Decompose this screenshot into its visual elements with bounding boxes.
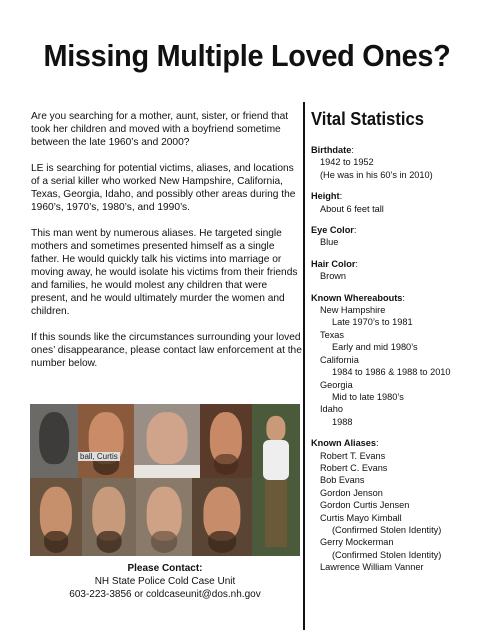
- paragraph-3: This man went by numerous aliases. He targeted single mothers and sometimes presented himself as a single father. He would quickly talk his victims into marriage or moving away, he would isolate his victims from their friends and families, he would molest any children that were present, and he would ultimately murder the women and children.: [31, 228, 298, 317]
- hair-color-label: Hair Color: [311, 258, 356, 269]
- alias-item: Gordon Curtis Jensen: [320, 500, 410, 511]
- whereabouts-period: Mid to late 1980’s: [332, 391, 404, 402]
- whereabouts-period: Early and mid 1980’s: [332, 342, 418, 353]
- alias-item: Lawrence William Vanner: [320, 562, 424, 573]
- column-divider: [303, 102, 305, 630]
- alias-item: Robert C. Evans: [320, 462, 388, 473]
- suspect-photo: [192, 478, 252, 556]
- alias-item: Curtis Mayo Kimball: [320, 512, 402, 523]
- vital-statistics-title: Vital Statistics: [311, 109, 424, 129]
- alias-item: Robert T. Evans: [320, 450, 386, 461]
- alias-item: Bob Evans: [320, 475, 365, 486]
- hair-color-field: Hair Color: Brown: [311, 258, 487, 283]
- whereabouts-place: Georgia: [320, 379, 353, 390]
- suspect-photo: [30, 404, 78, 478]
- height-field: Height: About 6 feet tall: [311, 190, 487, 215]
- paragraph-2: LE is searching for potential victims, aliases, and locations of a serial killer who worked New Hampshire, California, Texas, Georgia, Idaho, and possibly other areas during the 1960’s, 1970’s, 1980’s, and 1990’s.: [31, 163, 296, 213]
- eye-color-label: Eye Color: [311, 225, 354, 236]
- suspect-photo: [78, 404, 134, 478]
- whereabouts-place: California: [320, 354, 359, 365]
- alias-item: Gerry Mockerman: [320, 537, 394, 548]
- suspect-photo: [30, 478, 82, 556]
- suspect-photo-collage: [30, 404, 300, 556]
- suspect-photo: [252, 404, 300, 556]
- height-value: About 6 feet tall: [320, 203, 384, 214]
- whereabouts-period: Late 1970’s to 1981: [332, 317, 413, 328]
- aliases-label: Known Aliases: [311, 438, 377, 449]
- whereabouts-place: New Hampshire: [320, 305, 386, 316]
- whereabouts-period: 1988: [332, 416, 353, 427]
- whereabouts-period: 1984 to 1986 & 1988 to 2010: [332, 367, 451, 378]
- photo-caption: ball, Curtis: [80, 452, 118, 461]
- whereabouts-place: Idaho: [320, 404, 343, 415]
- whereabouts-place: Texas: [320, 329, 344, 340]
- contact-block: [30, 562, 300, 601]
- suspect-photo: [200, 404, 252, 478]
- height-label: Height: [311, 191, 340, 202]
- eye-color-field: Eye Color: Blue: [311, 224, 487, 249]
- birthdate-label: Birthdate: [311, 145, 352, 155]
- paragraph-1: Are you searching for a mother, aunt, sister, or friend that took her children and moved with a boyfriend sometime between the late 1960’s and 2000?: [31, 111, 289, 148]
- contact-organization: NH State Police Cold Case Unit: [94, 576, 236, 587]
- suspect-photo: [136, 478, 192, 556]
- birthdate-field: Birthdate: 1942 to 1952 (He was in his 60’s in 2010): [311, 144, 487, 181]
- alias-note: (Confirmed Stolen Identity): [332, 549, 442, 560]
- whereabouts-field: Known Whereabouts: New Hampshire Late 1970’s to 1981 Texas Early and mid 1980’s California 1984 to 1986 & 1988 to 2010 Georgia Mid to late 1980’s Idaho 1988: [311, 292, 487, 428]
- suspect-photo: [134, 404, 200, 478]
- contact-phone-email: 603-223-3856 or coldcaseunit@dos.nh.gov: [69, 589, 261, 600]
- paragraph-4: If this sounds like the circumstances surrounding your loved ones’ disappearance, please contact law enforcement at the number below.: [31, 332, 302, 369]
- contact-title: Please Contact:: [127, 563, 203, 574]
- alias-note: (Confirmed Stolen Identity): [332, 524, 442, 535]
- whereabouts-label: Known Whereabouts: [311, 292, 403, 303]
- birthdate-value: 1942 to 1952: [320, 157, 374, 168]
- vital-statistics: [311, 108, 487, 583]
- suspect-photo: [82, 478, 136, 556]
- eye-color-value: Blue: [320, 237, 339, 248]
- aliases-field: Known Aliases: Robert T. Evans Robert C. Evans Bob Evans Gordon Jenson Gordon Curtis Jensen Curtis Mayo Kimball (Confirmed Stolen Identity) Gerry Mockerman (Confirmed Stolen Identity) Lawrence William Vanner: [311, 437, 487, 573]
- hair-color-value: Brown: [320, 271, 347, 282]
- headline: Missing Multiple Loved Ones?: [43, 38, 451, 73]
- body-text: [31, 110, 303, 383]
- birthdate-note: (He was in his 60’s in 2010): [320, 169, 433, 180]
- alias-item: Gordon Jenson: [320, 487, 383, 498]
